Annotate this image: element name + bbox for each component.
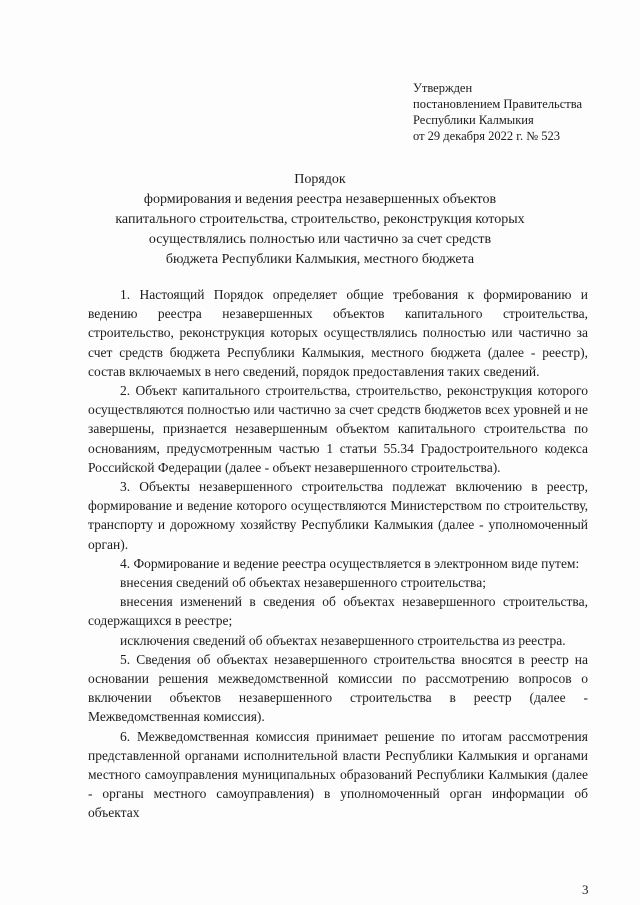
title-line: осуществлялись полностью или частично за счет средств — [148, 232, 492, 247]
paragraph-5: 5. Сведения об объектах незавершенного строительства вносятся в реестр на основании решения межведомственной комиссии по рассмотрению вопросов о включении объектов незавершенного строительства в реестр (далее - Межведомственная комиссия). — [88, 651, 588, 725]
document-body — [88, 285, 588, 823]
list-item-remove: исключения сведений об объектах незавершенного строительства из реестра. — [120, 632, 566, 648]
approval-line: Республики Калмыкия — [413, 113, 534, 127]
paragraph-3: 3. Объекты незавершенного строительства подлежат включению в реестр, формирование и ведение которого осуществляются Министерством по строительству, транспорту и дорожному хозяйству Республики Калмыкия (далее - уполномоченный орган). — [88, 479, 588, 552]
approval-line: постановлением Правительства — [413, 97, 583, 111]
title-line: бюджета Республики Калмыкия, местного бюджета — [165, 252, 475, 267]
title-heading: Порядок — [294, 172, 346, 187]
approval-date-line: от 29 декабря 2022 г. № 523 — [413, 129, 561, 143]
title-line: формирования и ведения реестра незавершенных объектов — [143, 192, 497, 207]
paragraph-2: 2. Объект капитального строительства, строительство, реконструкция которого осуществляются полностью или частично за счет средств бюджетов всех уровней и не завершены, признается незавершенным объектом капитального строительства по основаниям, предусмотренным частью 1 статьи 55.34 Градостроительного кодекса Российской Федерации (далее - объект незавершенного строительства). — [88, 383, 588, 475]
paragraph-6: 6. Межведомственная комиссия принимает решение по итогам рассмотрения представленной органами исполнительной власти Республики Калмыкия и органами местного самоуправления муниципальных образований Республики Калмыкия (далее - органы местного самоуправления) в уполномоченный орган информации об объектах — [88, 728, 588, 821]
document-title — [60, 170, 580, 270]
list-item-change: внесения изменений в сведения об объектах незавершенного строительства, содержащихся в реестре; — [88, 594, 588, 629]
page-number: 3 — [582, 882, 589, 897]
approval-stamp — [413, 80, 582, 144]
paragraph-1: 1. Настоящий Порядок определяет общие требования к формированию и ведению реестра незавершенных объектов капитального строительства, строительство, реконструкция которых осуществлялись полностью или частично за счет средств бюджета Республики Калмыкия, местного бюджета (далее - реестр), состав включаемых в него сведений, порядок предоставления таких сведений. — [88, 287, 588, 379]
list-item-add: внесения сведений об объектах незавершенного строительства; — [120, 575, 486, 591]
paragraph-4: 4. Формирование и ведение реестра осуществляется в электронном виде путем: — [120, 555, 580, 571]
approval-line: Утвержден — [413, 81, 473, 95]
title-line: капитального строительства, строительство, реконструкция которых — [115, 212, 525, 227]
